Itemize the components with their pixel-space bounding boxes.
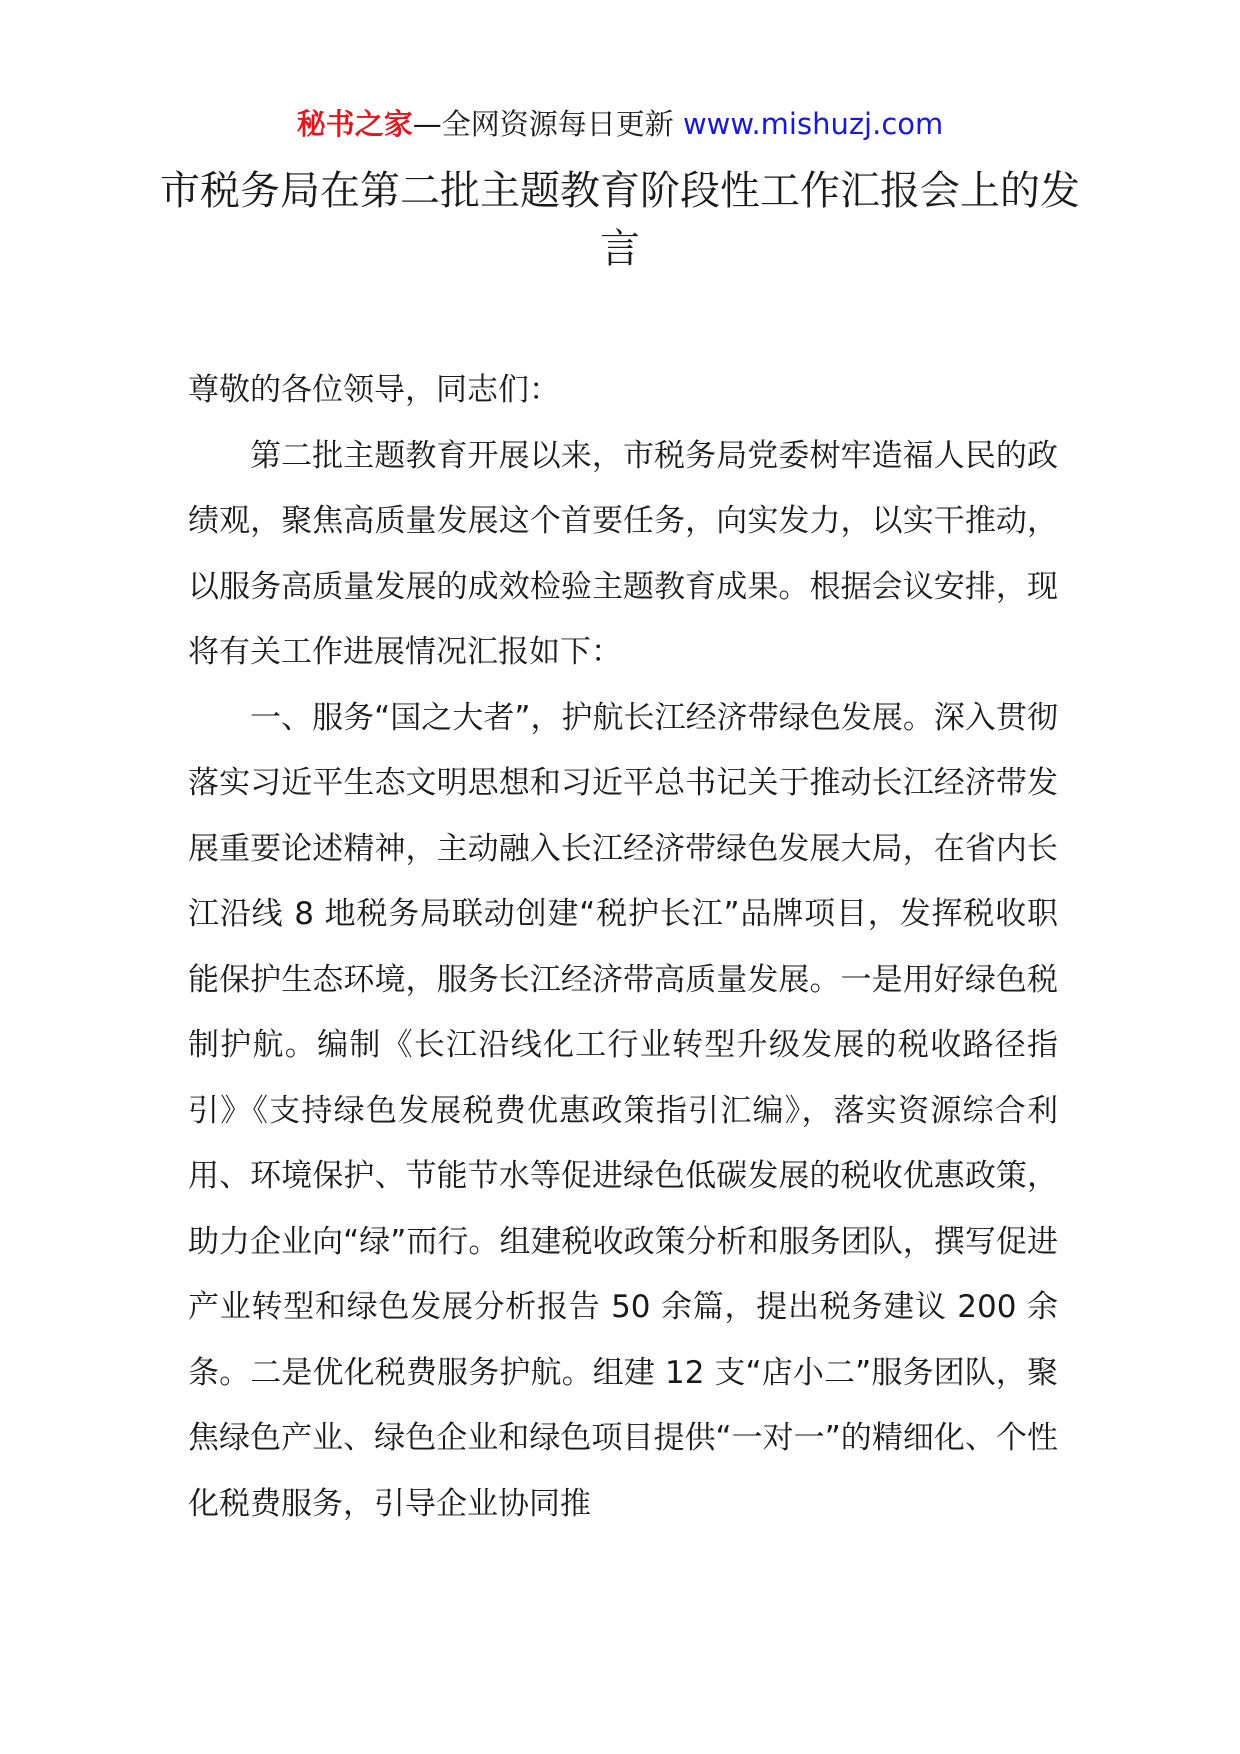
site-tagline: —全网资源每日更新 [412,107,683,141]
paragraph-section-one: 一、服务“国之大者”，护航长江经济带绿色发展。深入贯彻落实习近平生态文明思想和习近平总书记关于推动长江经济带发展重要论述精神，主动融入长江经济带绿色发展大局，在省内长江沿线 8 地税务局联动创建“税护长江”品牌项目，发挥税收职能保护生态环境，服务长江经济带高质量发展。一是用好绿色税制护航。编制《长江沿线化工行业转型升级发展的税收路径指引》《支持绿色发展税费优惠政策指引汇编》，落实资源综合利用、环境保护、节能节水等促进绿色低碳发展的税收优惠政策，助力企业向“绿”而行。组建税收政策分析和服务团队，撰写促进产业转型和绿色发展分析报告 50 余篇，提出税务建议 200 余条。二是优化税费服务护航。组建 12 支“店小二”服务团队，聚焦绿色产业、绿色企业和绿色项目提供“一对一”的精细化、个性化税费服务，引导企业协同推 [188,699,1058,1522]
brand-name: 秘书之家 [296,107,413,141]
salutation: 尊敬的各位领导，同志们： [188,372,560,408]
paragraph-intro: 第二批主题教育开展以来，市税务局党委树牢造福人民的政绩观，聚焦高质量发展这个首要任务，向实发力，以实干推动，以服务高质量发展的成效检验主题教育成果。根据会议安排，现将有关工作进展情况汇报如下： [188,437,1058,670]
site-header [0,104,1240,144]
document-body [188,358,1058,1537]
site-url-link[interactable]: www.mishuzj.com [682,107,944,141]
document-title: 市税务局在第二批主题教育阶段性工作汇报会上的发言 [160,168,1080,272]
